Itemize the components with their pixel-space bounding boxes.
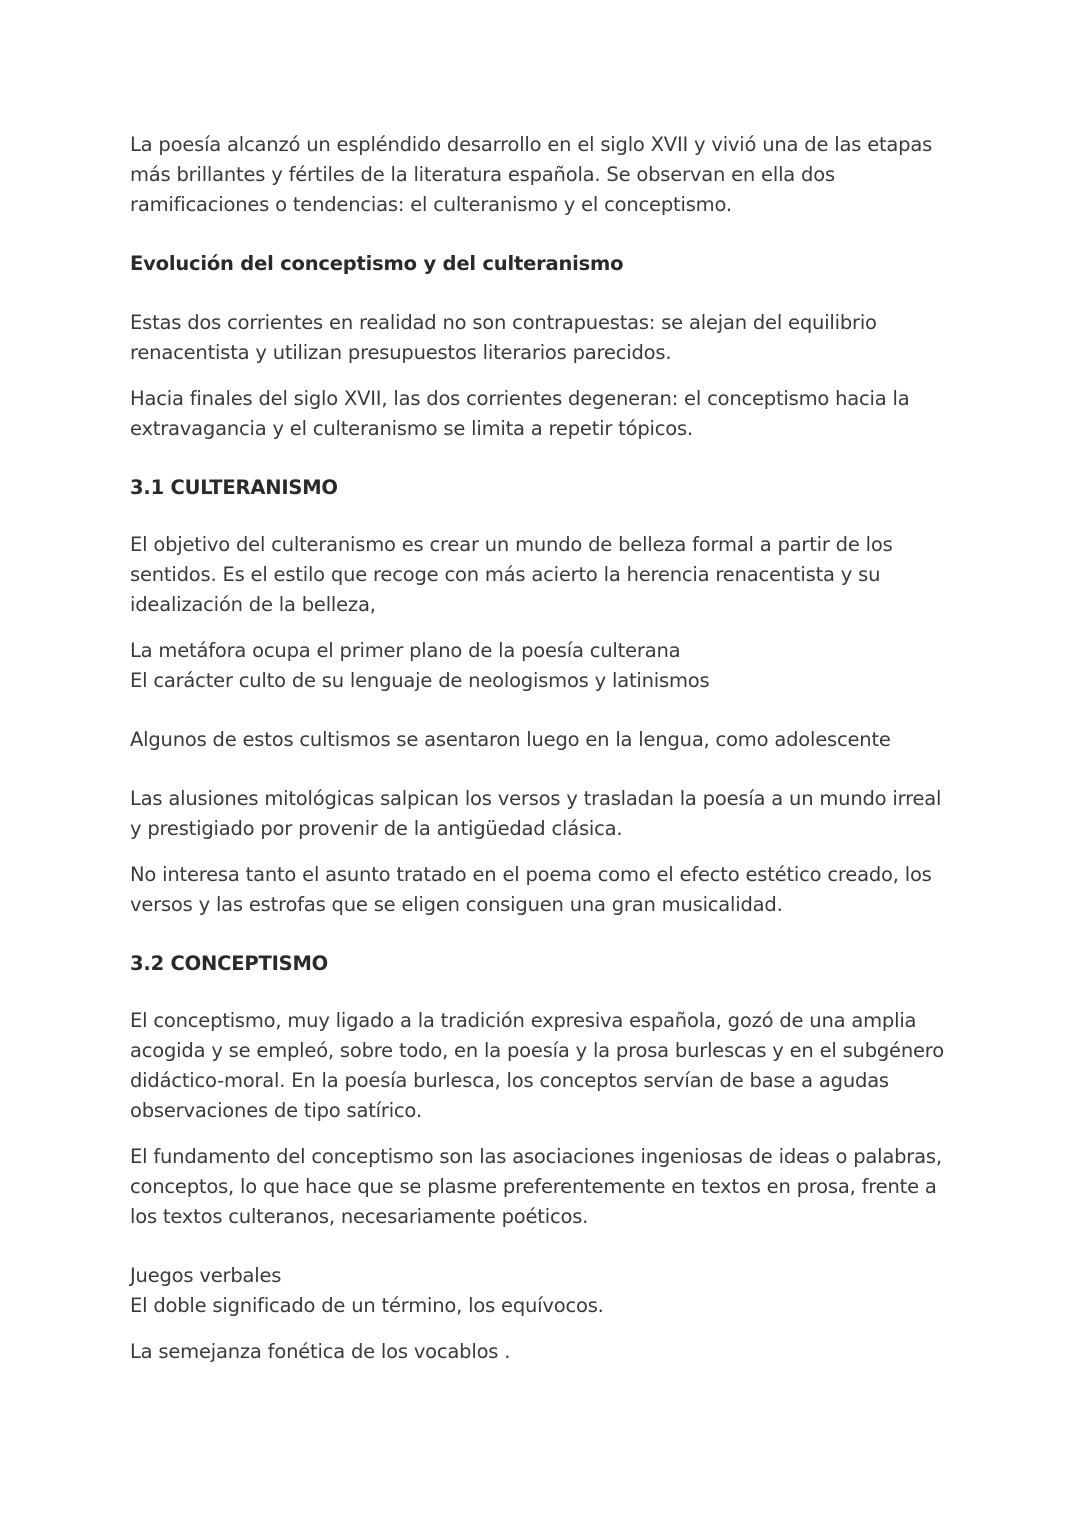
conceptismo-paragraph-1: [130, 1006, 950, 1126]
text-line: ramificaciones o tendencias: el culteranismo y el conceptismo.: [130, 193, 732, 216]
text-line: No interesa tanto el asunto tratado en el poema como el efecto estético creado, los: [130, 863, 932, 886]
text-line: La metáfora ocupa el primer plano de la poesía culterana: [130, 639, 681, 662]
text-line: versos y las estrofas que se eligen consiguen una gran musicalidad.: [130, 893, 783, 916]
conceptismo-paragraph-3: [130, 1261, 950, 1321]
text-line: La poesía alcanzó un espléndido desarrollo en el siglo XVII y vivió una de las etapas: [130, 133, 933, 156]
text-line: Las alusiones mitológicas salpican los versos y trasladan la poesía a un mundo irreal: [130, 787, 942, 810]
text-line: los textos culteranos, necesariamente poéticos.: [130, 1205, 589, 1228]
text-line: didáctico-moral. En la poesía burlesca, los conceptos servían de base a agudas: [130, 1069, 889, 1092]
text-line: observaciones de tipo satírico.: [130, 1099, 422, 1122]
conceptismo-paragraph-4: [130, 1337, 950, 1367]
evolucion-paragraph-2: [130, 384, 950, 444]
evolucion-paragraph-1: [130, 308, 950, 368]
document-page: [130, 130, 950, 1367]
text-line: Algunos de estos cultismos se asentaron luego en la lengua, como adolescente: [130, 728, 891, 751]
culteranismo-paragraph-1: [130, 530, 950, 620]
text-line: La semejanza fonética de los vocablos .: [130, 1340, 511, 1363]
culteranismo-paragraph-3: [130, 725, 950, 755]
text-line: Hacia finales del siglo XVII, las dos corrientes degeneran: el conceptismo hacia la: [130, 387, 910, 410]
text-line: acogida y se empleó, sobre todo, en la poesía y la prosa burlescas y en el subgénero: [130, 1039, 944, 1062]
heading-evolucion: Evolución del conceptismo y del culteranismo: [130, 252, 624, 275]
intro-paragraph: [130, 130, 950, 220]
text-line: sentidos. Es el estilo que recoge con más acierto la herencia renacentista y su: [130, 563, 881, 586]
conceptismo-paragraph-2: [130, 1142, 950, 1232]
text-line: El fundamento del conceptismo son las asociaciones ingeniosas de ideas o palabras,: [130, 1145, 942, 1168]
text-line: extravagancia y el culteranismo se limita a repetir tópicos.: [130, 417, 693, 440]
culteranismo-paragraph-5: [130, 860, 950, 920]
text-line: El objetivo del culteranismo es crear un mundo de belleza formal a partir de los: [130, 533, 893, 556]
text-line: Estas dos corrientes en realidad no son contrapuestas: se alejan del equilibrio: [130, 311, 877, 334]
text-line: El carácter culto de su lenguaje de neologismos y latinismos: [130, 669, 710, 692]
text-line: El conceptismo, muy ligado a la tradición expresiva española, gozó de una amplia: [130, 1009, 917, 1032]
text-line: Juegos verbales: [130, 1264, 282, 1287]
heading-culteranismo: 3.1 CULTERANISMO: [130, 476, 338, 499]
text-line: más brillantes y fértiles de la literatura española. Se observan en ella dos: [130, 163, 835, 186]
text-line: El doble significado de un término, los equívocos.: [130, 1294, 604, 1317]
text-line: y prestigiado por provenir de la antigüedad clásica.: [130, 817, 623, 840]
text-line: idealización de la belleza,: [130, 593, 376, 616]
culteranismo-paragraph-4: [130, 784, 950, 844]
culteranismo-paragraph-2: [130, 636, 950, 696]
text-line: renacentista y utilizan presupuestos literarios parecidos.: [130, 341, 672, 364]
heading-conceptismo: 3.2 CONCEPTISMO: [130, 952, 329, 975]
text-line: conceptos, lo que hace que se plasme preferentemente en textos en prosa, frente a: [130, 1175, 937, 1198]
